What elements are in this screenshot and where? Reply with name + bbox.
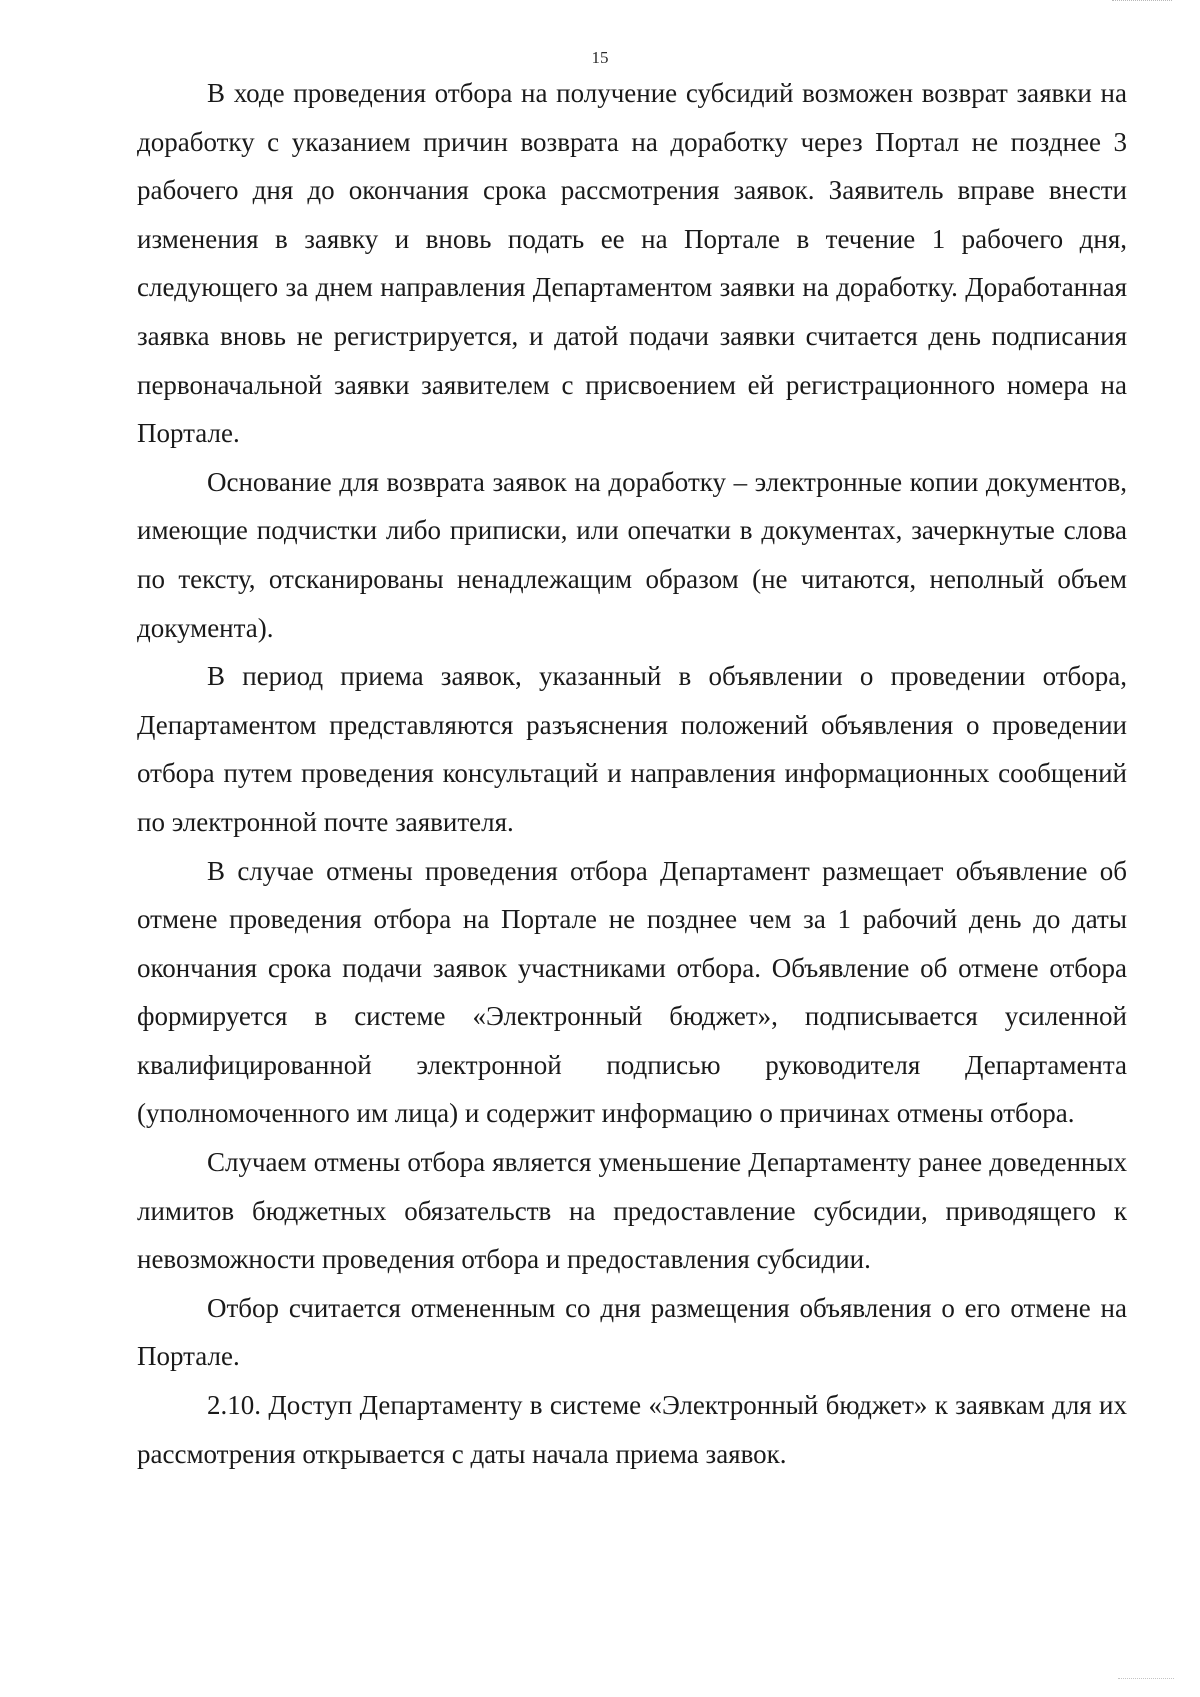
paragraph-return-grounds: Основание для возврата заявок на доработку – электронные копии документов, имеющие подчистки либо приписки, или опечатки в документах, зачеркнутые слова по тексту, отсканированы ненадлежащим образом (не читаются, неполный объем документа). [137,466,1127,643]
scan-bottom-mark [1118,1678,1174,1691]
paragraph-cancellation: В случае отмены проведения отбора Департамент размещает объявление об отмене проведения отбора на Портале не позднее чем за 1 рабочий день до даты окончания срока подачи заявок участниками отбора. Объявление об отмене отбора формируется в системе «Электронный бюджет», подписывается усиленной квалифицированной электронной подписью руководителя Департамента (уполномоченного им лица) и содержит информацию о причинах отмены отбора. [137,855,1127,1129]
paragraph-cancellation-effective: Отбор считается отмененным со дня размещения объявления о его отмене на Портале. [137,1292,1127,1372]
page-number: 15 [591,48,609,67]
paragraph-return-for-revision: В ходе проведения отбора на получение субсидий возможен возврат заявки на доработку с указанием причин возврата на доработку через Портал не позднее 3 рабочего дня до окончания срока рассмотрения заявок. Заявитель вправе внести изменения в заявку и вновь подать ее на Портале в течение 1 рабочего дня, следующего за днем направления Департаментом заявки на доработку. Доработанная заявка вновь не регистрируется, и датой подачи заявки считается день подписания первоначальной заявки заявителем с присвоением ей регистрационного номера на Портале. [137,78,1127,449]
paragraph-cancellation-reason: Случаем отмены отбора является уменьшение Департаменту ранее доведенных лимитов бюджетных обязательств на предоставление субсидии, приводящего к невозможности проведения отбора и предоставления субсидии. [137,1147,1127,1275]
paragraph-access-to-applications: 2.10. Доступ Департаменту в системе «Электронный бюджет» к заявкам для их рассмотрения открывается с даты начала приема заявок. [137,1390,1127,1469]
scan-corner-mark [1112,0,1172,5]
paragraph-clarifications: В период приема заявок, указанный в объявлении о проведении отбора, Департаментом представляются разъяснения положений объявления о проведении отбора путем проведения консультаций и направления информационных сообщений по электронной почте заявителя. [137,661,1127,837]
document-body [137,69,1127,1478]
